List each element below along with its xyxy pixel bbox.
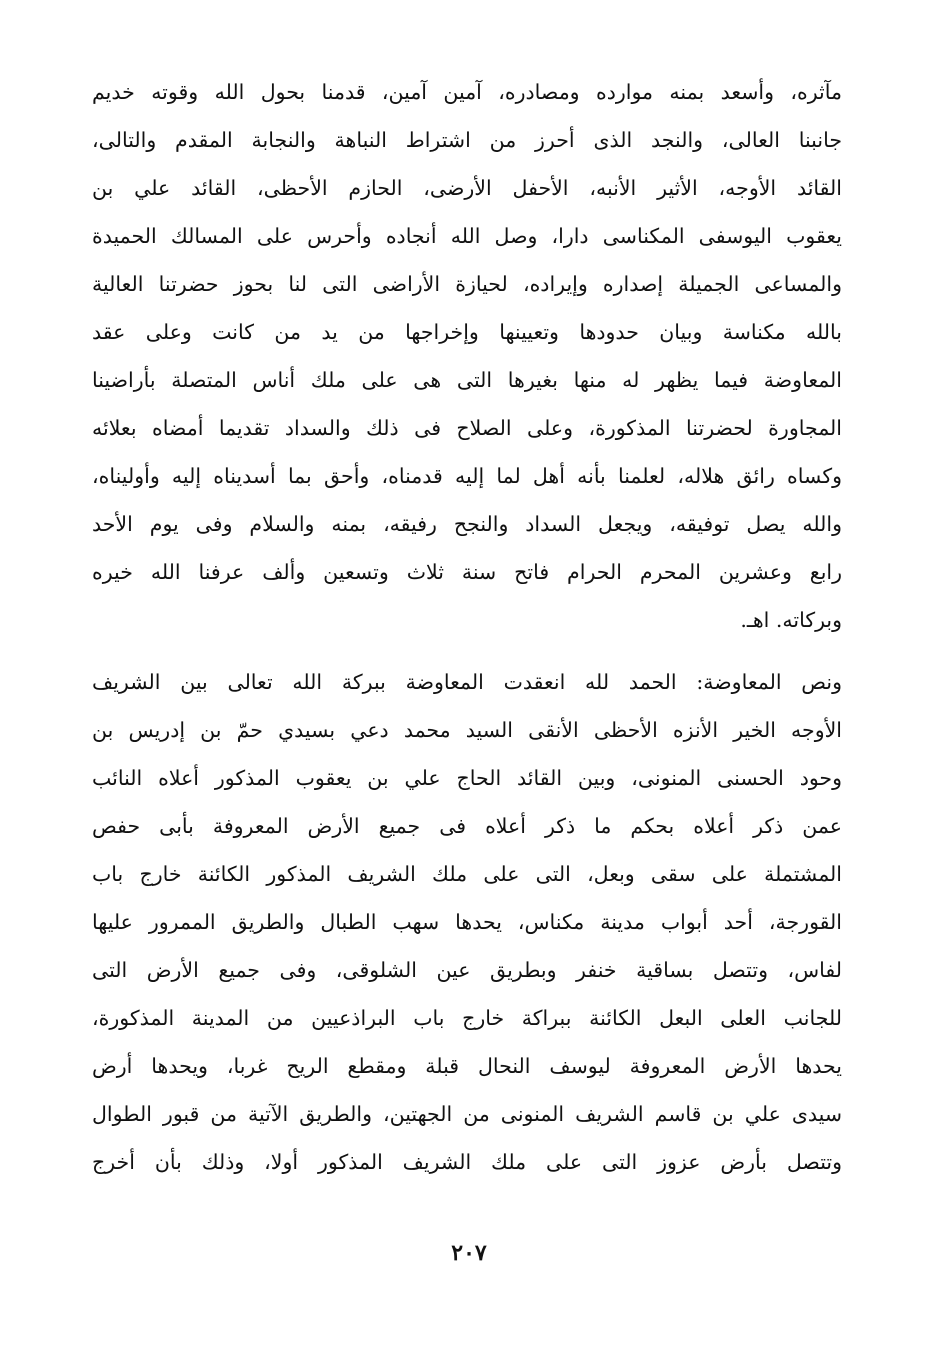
text-line: المعاوضة فيما يظهر له منها بغيرها التى هى على ملك أناس المتصلة بأراضينا [92, 368, 842, 392]
text-line: وكساه رائق هلاله، لعلمنا بأنه أهل لما إليه قدمناه، وأحق بما أسديناه إليه وأوليناه، [92, 464, 842, 488]
text-line: القائد الأوجه، الأثير الأنبه، الأحفل الأرضى، الحازم الأحظى، القائد علي بن [92, 176, 842, 200]
text-line: وتتصل بأرض عزوز التى على ملك الشريف المذكور أولا، وذلك بأن أخرج [92, 1150, 842, 1174]
text-line: مآثره، وأسعد بمنه موارده ومصادره، آمين آمين، قدمنا بحول الله وقوته خديم [92, 80, 842, 104]
text-line: ونص المعاوضة: الحمد لله انعقدت المعاوضة ببركة الله تعالى بين الشريف [92, 670, 842, 694]
paragraph-2 [92, 658, 842, 1186]
text-line: الأوجه الخير الأنزه الأحظى الأنقى السيد محمد دعي بسيدي حمّ بن إدريس بن [92, 718, 842, 742]
text-line: القورجة، أحد أبواب مدينة مكناس، يحدها سهب الطبال والطريق الممرور عليها [92, 910, 842, 934]
text-line: والله يصل توفيقه، ويجعل السداد والنجح رفيقه، بمنه والسلام وفى يوم الأحد [92, 512, 842, 536]
page-number: ٢٠٧ [451, 1240, 487, 1266]
text-line: جانبنا العالى، والنجد الذى أحرز من اشتراط النباهة والنجابة المقدم والتالى، [92, 128, 842, 152]
text-line: للجانب العلى البعل الكائنة ببراكة خارج باب البراذعيين من المدينة المذكورة، [92, 1006, 842, 1030]
text-line: وحود الحسنى المنونى، وبين القائد الحاج علي بن يعقوب المذكور أعلاه النائب [92, 766, 842, 790]
text-line: سيدى علي بن قاسم الشريف المنونى من الجهتين، والطريق الآتية من قبور الطوال [92, 1102, 842, 1126]
text-line: بالله مكناسة وبيان حدودها وتعيينها وإخراجها من يد من كانت وعلى عقد [92, 320, 842, 344]
text-line: وبركاته. اهـ. [740, 608, 842, 632]
text-line: رابع وعشرين المحرم الحرام فاتح سنة ثلاث وتسعين وألف عرفنا الله خيره [92, 560, 842, 584]
text-line: المجاورة لحضرتنا المذكورة، وعلى الصلاح فى ذلك والسداد تقديما أمضاه بعلائه [92, 416, 842, 440]
text-line: يحدها الأرض المعروفة ليوسف النحال قبلة ومقطع الريح غربا، ويحدها أرض [92, 1054, 842, 1078]
paragraph-1 [92, 68, 842, 644]
text-line: المشتملة على سقى وبعل، التى على ملك الشريف المذكور الكائنة خارج باب [92, 862, 842, 886]
text-line: والمساعى الجميلة إصداره وإيراده، لحيازة الأراضى التى لنا بحوز حضرتنا العالية [92, 272, 842, 296]
text-line: لفاس، وتتصل بساقية خنفر وبطريق عين الشلوقى، وفى جميع الأرض التى [92, 958, 842, 982]
text-line: عمن ذكر أعلاه بحكم ما ذكر أعلاه فى جميع الأرض المعروفة بأبى حفص [92, 814, 842, 838]
text-line: يعقوب اليوسفى المكناسى دارا، وصل الله أنجاده وأحرس على المسالك الحميدة [92, 224, 842, 248]
